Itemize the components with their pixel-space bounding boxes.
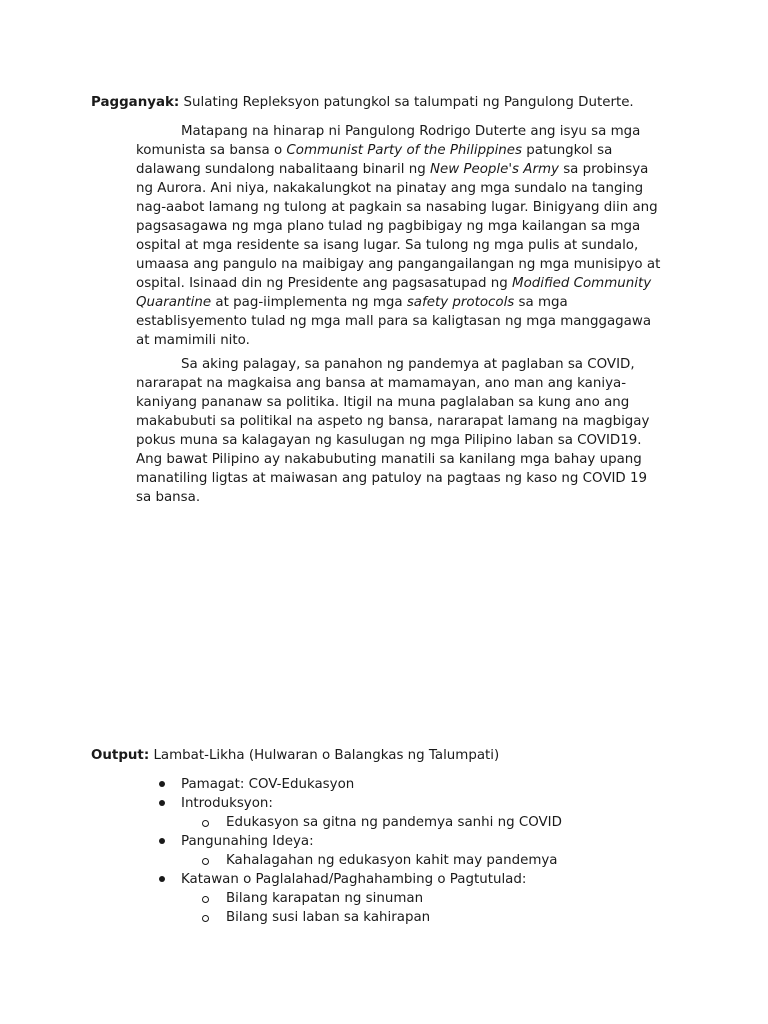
outline-subitem: Bilang karapatan ng sinuman bbox=[226, 891, 424, 906]
outline-item: Introduksyon: bbox=[181, 796, 273, 811]
bullet-icon bbox=[159, 838, 165, 844]
text-run: at pag-iimplementa ng mga bbox=[211, 295, 407, 310]
text-run: ospital. Isinaad din ng Presidente ang pagsasatupad ng bbox=[136, 276, 513, 291]
text-run: sa mga bbox=[514, 295, 568, 310]
bullet-icon bbox=[159, 876, 165, 882]
paragraph-1-line: nag-aabot lamang ng tulong at pagkain sa nasabing lugar. Binigyang diin ang bbox=[136, 200, 658, 215]
sub-bullet-icon bbox=[202, 896, 209, 903]
paragraph-1-line: umaasa ang pangulo na maibigay ang pangangailangan ng mga munisipyo at bbox=[136, 257, 661, 272]
intro-heading bbox=[91, 93, 634, 112]
intro-label: Pagganyak: bbox=[91, 95, 180, 110]
paragraph-2-line: sa bansa. bbox=[136, 490, 201, 505]
paragraph-2-line: nararapat na magkaisa ang bansa at mamamayan, ano man ang kaniya- bbox=[136, 376, 627, 391]
outline-item: Pangunahing Ideya: bbox=[181, 834, 314, 849]
paragraph-1-line bbox=[136, 141, 676, 160]
paragraph-2-line: makabubuti sa politikal na aspeto ng bansa, nararapat lamang na magbigay bbox=[136, 414, 650, 429]
paragraph-1-line bbox=[136, 274, 676, 293]
text-run: sa probinsya bbox=[558, 162, 649, 177]
outline-subitem: Edukasyon sa gitna ng pandemya sanhi ng COVID bbox=[226, 815, 562, 830]
paragraph-1-line: ng Aurora. Ani niya, nakakalungkot na pinatay ang mga sundalo na tanging bbox=[136, 181, 644, 196]
paragraph-2-line: manatiling ligtas at maiwasan ang patuloy na pagtaas ng kaso ng COVID 19 bbox=[136, 471, 648, 486]
outline-item: Katawan o Paglalahad/Paghahambing o Pagtutulad: bbox=[181, 872, 527, 887]
output-label: Output: bbox=[91, 748, 150, 763]
italic-term: Communist Party of the Philippines bbox=[286, 143, 522, 158]
paragraph-2 bbox=[136, 355, 676, 507]
paragraph-1-line bbox=[136, 293, 676, 312]
paragraph-2-line: kaniyang pananaw sa politika. Itigil na muna paglalaban sa kung ano ang bbox=[136, 395, 630, 410]
italic-term: Modified Community bbox=[512, 276, 652, 291]
outline-subitem: Kahalagahan ng edukasyon kahit may pandemya bbox=[226, 853, 558, 868]
italic-term: Quarantine bbox=[136, 295, 212, 310]
outline-subitem: Bilang susi laban sa kahirapan bbox=[226, 910, 431, 925]
text-run: dalawang sundalong nabalitaang binaril ng bbox=[136, 162, 430, 177]
text-run: komunista sa bansa o bbox=[136, 143, 287, 158]
intro-text: Sulating Repleksyon patungkol sa talumpati ng Pangulong Duterte. bbox=[183, 95, 634, 110]
italic-term: New People's Army bbox=[429, 162, 559, 177]
outline-item: Pamagat: COV-Edukasyon bbox=[181, 777, 355, 792]
paragraph-2-line: pokus muna sa kalagayan ng kasulugan ng mga Pilipino laban sa COVID19. bbox=[136, 433, 642, 448]
paragraph-1-line: establisyemento tulad ng mga mall para sa kaligtasan ng mga manggagawa bbox=[136, 314, 652, 329]
paragraph-1-line: Matapang na hinarap ni Pangulong Rodrigo Duterte ang isyu sa mga bbox=[181, 124, 641, 139]
text-run: patungkol sa bbox=[522, 143, 613, 158]
paragraph-1-line: at mamimili nito. bbox=[136, 333, 250, 348]
italic-term: safety protocols bbox=[406, 295, 515, 310]
output-heading bbox=[91, 746, 499, 765]
paragraph-1 bbox=[136, 122, 676, 350]
paragraph-1-line: pagsasagawa ng mga plano tulad ng pagbibigay ng mga kailangan sa mga bbox=[136, 219, 641, 234]
bullet-icon bbox=[159, 781, 165, 787]
sub-bullet-icon bbox=[202, 820, 209, 827]
paragraph-1-line bbox=[136, 160, 676, 179]
output-text: Lambat-Likha (Hulwaran o Balangkas ng Talumpati) bbox=[153, 748, 500, 763]
paragraph-2-line: Ang bawat Pilipino ay nakabubuting manatili sa kanilang mga bahay upang bbox=[136, 452, 642, 467]
sub-bullet-icon bbox=[202, 915, 209, 922]
sub-bullet-icon bbox=[202, 858, 209, 865]
paragraph-1-line: ospital at mga residente sa isang lugar. Sa tulong ng mga pulis at sundalo, bbox=[136, 238, 639, 253]
paragraph-2-line: Sa aking palagay, sa panahon ng pandemya at paglaban sa COVID, bbox=[181, 357, 635, 372]
bullet-icon bbox=[159, 800, 165, 806]
